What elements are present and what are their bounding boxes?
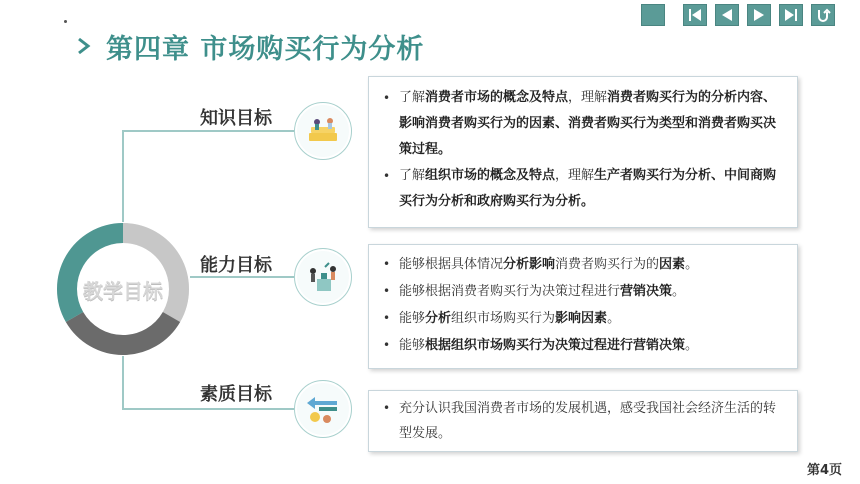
decorative-dot: [64, 20, 67, 23]
connector-line-top: [122, 130, 294, 132]
previous-icon: [719, 7, 735, 23]
goal-text: ，理解: [568, 90, 608, 105]
goal-list-item: [381, 251, 787, 278]
highlighted-text: 根据组织市场购买行为决策过程进行营销决策: [425, 338, 686, 353]
previous-button[interactable]: [715, 4, 739, 26]
goal-text: 能够: [399, 311, 426, 326]
growth-arrow-icon: [303, 389, 343, 429]
title-row: [74, 28, 424, 64]
return-button[interactable]: [811, 4, 835, 26]
goal-text: 能够根据消费者购买行为决策过程进行: [399, 284, 621, 299]
page-title: 第四章 市场购买行为分析: [106, 33, 425, 65]
first-page-icon: [687, 7, 703, 23]
books-icon: [303, 111, 343, 151]
team-chart-icon: [303, 257, 343, 297]
knowledge-goal-label: 知识目标: [200, 108, 272, 129]
connector-line-vertical-top: [122, 130, 124, 222]
goal-text: 。: [685, 338, 699, 353]
knowledge-goals-list: [381, 85, 787, 215]
quality-goals-box: [368, 390, 798, 452]
goal-list-item: [381, 305, 787, 332]
highlighted-text: 生产者购买行为分析、中间商购买行为分析和政府购买行为分析。: [399, 168, 777, 209]
highlighted-text: 分析: [425, 311, 452, 326]
return-icon: [815, 7, 831, 23]
highlighted-text: 组织市场的概念及特点: [425, 168, 556, 183]
ability-goal-label: 能力目标: [200, 255, 272, 276]
goal-text: 。: [685, 257, 699, 272]
connector-line-bottom: [122, 408, 294, 410]
donut-center-label: 教学目标: [83, 278, 163, 303]
teaching-goals-donut: [56, 222, 190, 356]
knowledge-illustration: [294, 102, 352, 160]
first-page-button[interactable]: [683, 4, 707, 26]
quality-illustration: [294, 380, 352, 438]
goal-text: 。: [607, 311, 621, 326]
goal-list-item: [381, 163, 787, 215]
highlighted-text: 因素: [659, 257, 686, 272]
knowledge-goals-box: [368, 76, 798, 228]
goal-list-item: [381, 332, 787, 359]
highlighted-text: 消费者购买行为的分析内容、影响消费者购买行为的因素、消费者购买行为类型和消费者购买决策过程。: [399, 90, 777, 157]
slide-navigation: [641, 4, 835, 26]
goal-text: 。: [672, 284, 686, 299]
goal-list-item: [381, 85, 787, 163]
next-button[interactable]: [747, 4, 771, 26]
connector-line-vertical-bottom: [122, 356, 124, 408]
quality-goal-label: 素质目标: [200, 384, 272, 405]
highlighted-text: 消费者市场的概念及特点: [425, 90, 569, 105]
highlighted-text: 营销决策: [620, 284, 673, 299]
goal-text: 消费者购买行为的: [555, 257, 660, 272]
goal-text: 组织市场购买行为: [451, 311, 556, 326]
goal-text: 了解: [399, 90, 426, 105]
chevron-right-icon: [74, 36, 94, 56]
ability-goals-box: [368, 244, 798, 369]
home-button[interactable]: [641, 4, 665, 26]
last-page-button[interactable]: [779, 4, 803, 26]
last-page-icon: [783, 7, 799, 23]
next-icon: [751, 7, 767, 23]
highlighted-text: 影响因素: [555, 311, 608, 326]
goal-text: 了解: [399, 168, 426, 183]
highlighted-text: 分析影响: [503, 257, 556, 272]
page-number: 第4页: [806, 463, 842, 478]
quality-goals-list: [381, 396, 787, 446]
ability-goals-list: [381, 251, 787, 359]
goal-text: 能够: [399, 338, 426, 353]
goal-text: 能够根据具体情况: [399, 257, 504, 272]
goal-text: ，理解: [555, 168, 595, 183]
ability-illustration: [294, 248, 352, 306]
goal-list-item: [381, 396, 787, 446]
goal-text: 充分认识我国消费者市场的发展机遇，感受我国社会经济生活的转型发展。: [399, 401, 777, 441]
goal-list-item: [381, 278, 787, 305]
